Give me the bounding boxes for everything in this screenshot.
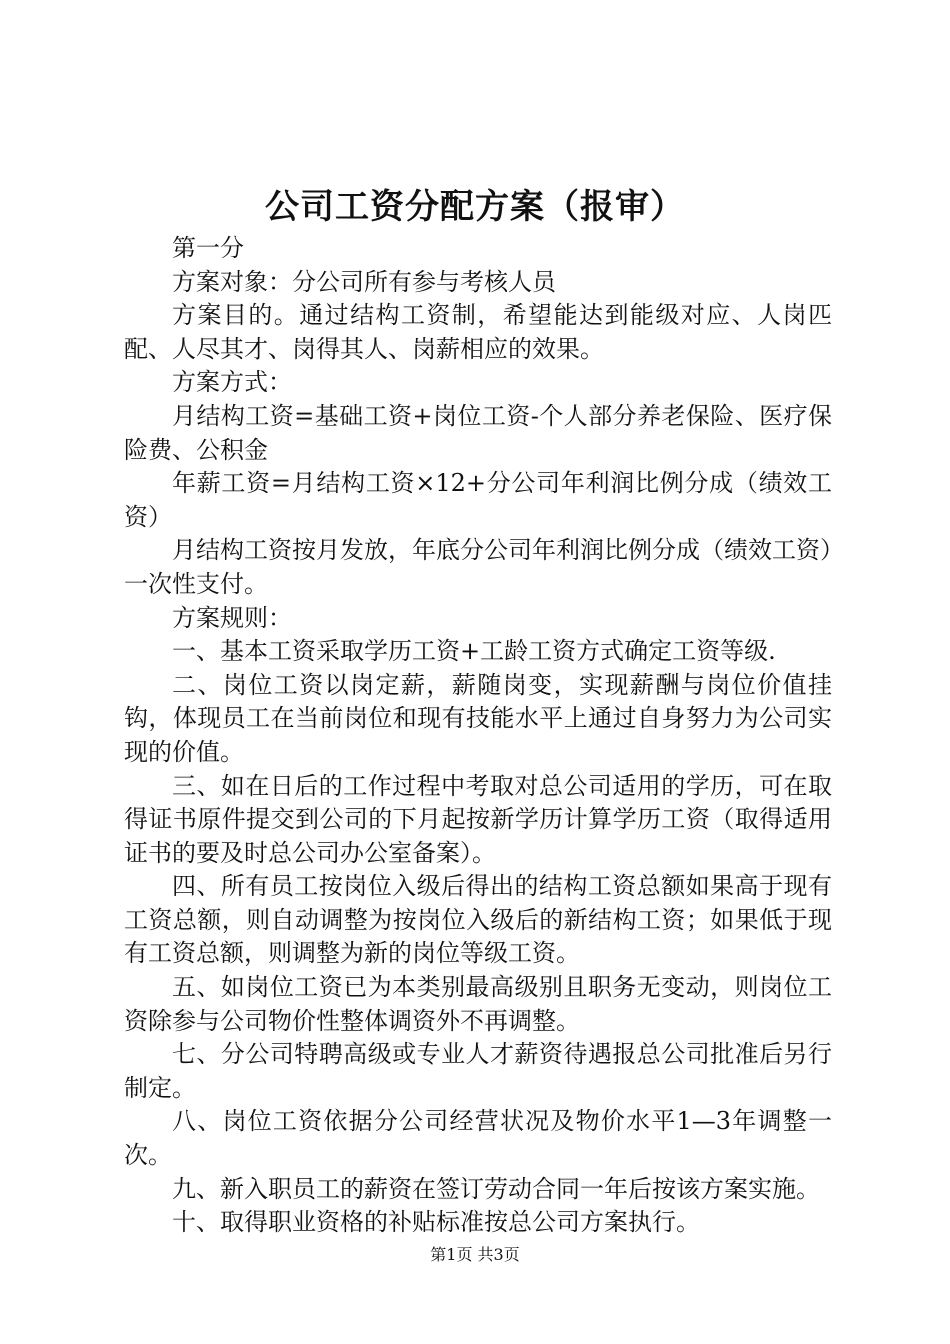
paragraph-section-heading: 第一分 [172, 234, 244, 262]
document-title: 公司工资分配方案（报审） [265, 187, 685, 227]
paragraph-rule-7: 七、分公司特聘高级或专业人才薪资待遇报总公司批准后另行制定。 [124, 1040, 832, 1102]
paragraph-rule-5: 五、如岗位工资已为本类别最高级别且职务无变动，则岗位工资除参与公司物价性整体调资外不再调整。 [124, 973, 832, 1035]
paragraph-rule-4: 四、所有员工按岗位入级后得出的结构工资总额如果高于现有工资总额，则自动调整为按岗位入级后的新结构工资；如果低于现有工资总额，则调整为新的岗位等级工资。 [124, 872, 832, 968]
page-footer: 第1页 共3页 [430, 1245, 520, 1264]
paragraph-rule-8: 八、岗位工资依据分公司经营状况及物价水平1—3年调整一次。 [124, 1107, 832, 1170]
paragraph-annual-salary-formula: 年薪工资=月结构工资×12+分公司年利润比例分成（绩效工资） [124, 469, 832, 531]
paragraph-plan-rules-heading: 方案规则： [172, 603, 292, 632]
paragraph-rule-3: 三、如在日后的工作过程中考取对总公司适用的学历，可在取得证书原件提交到公司的下月起按新学历计算学历工资（取得适用证书的要及时总公司办公室备案）。 [124, 771, 832, 867]
paragraph-rule-2: 二、岗位工资以岗定薪，薪随岗变，实现薪酬与岗位价值挂钩，体现员工在当前岗位和现有技能水平上通过自身努力为公司实现的价值。 [124, 670, 832, 766]
paragraph-rule-9: 九、新入职员工的薪资在签订劳动合同一年后按该方案实施。 [172, 1174, 820, 1203]
paragraph-plan-target: 方案对象：分公司所有参与考核人员 [172, 267, 556, 296]
document-body [124, 232, 832, 1240]
paragraph-plan-purpose: 方案目的。通过结构工资制，希望能达到能级对应、人岗匹配、人尽其才、岗得其人、岗薪相应的效果。 [124, 301, 832, 363]
paragraph-rule-10: 十、取得职业资格的补贴标准按总公司方案执行。 [172, 1208, 700, 1237]
paragraph-monthly-salary-formula: 月结构工资=基础工资+岗位工资-个人部分养老保险、医疗保险费、公积金 [124, 401, 832, 464]
paragraph-payment-method: 月结构工资按月发放，年底分公司年利润比例分成（绩效工资）一次性支付。 [124, 536, 832, 598]
paragraph-plan-method-heading: 方案方式： [172, 368, 292, 397]
paragraph-rule-1: 一、基本工资采取学历工资+工龄工资方式确定工资等级. [172, 637, 776, 666]
